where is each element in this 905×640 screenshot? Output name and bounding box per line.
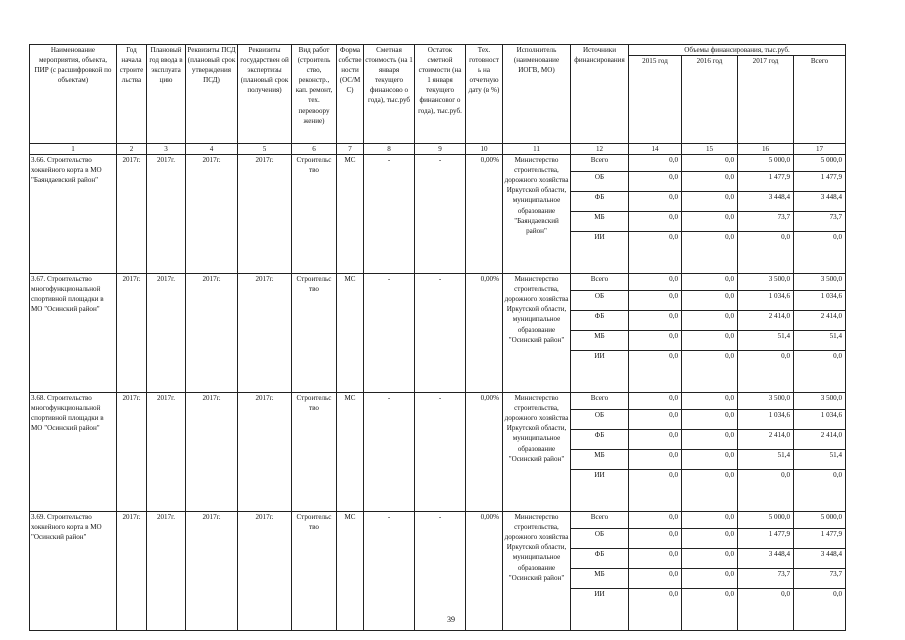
- start-year: 2017г.: [117, 393, 147, 512]
- readiness: 0,00%: [466, 393, 503, 512]
- ownership: МС: [337, 393, 364, 512]
- start-year: 2017г.: [117, 155, 147, 274]
- value-2015: 0,0: [629, 410, 682, 430]
- column-number: 11: [503, 144, 571, 155]
- value-2016: 0,0: [682, 589, 738, 631]
- header-executor: Исполнитель (наименование ИОГВ, МО): [503, 45, 571, 144]
- value-2015: 0,0: [629, 291, 682, 311]
- work-type: Строительс тво: [292, 274, 337, 393]
- source-name: ИИ: [571, 470, 629, 512]
- value-2016: 0,0: [682, 512, 738, 529]
- header-psd: Реквизиты ПСД (плановый срок утверждения ПСД): [186, 45, 238, 144]
- object-name: 3.67. Строительство многофункциональной спортивной площадки в МО "Осинский район": [30, 274, 117, 393]
- readiness: 0,00%: [466, 274, 503, 393]
- remaining-cost: -: [415, 155, 466, 274]
- work-type: Строительс тво: [292, 393, 337, 512]
- source-name: ОБ: [571, 410, 629, 430]
- start-year: 2017г.: [117, 274, 147, 393]
- value-2015: 0,0: [629, 450, 682, 470]
- value-total: 3 448,4: [794, 549, 846, 569]
- executor: Министерство строительства, дорожного хозяйства Иркутской области, муниципальное образование "Осинский район": [503, 512, 571, 631]
- value-2017: 0,0: [738, 589, 794, 631]
- planned-year: 2017г.: [147, 512, 186, 631]
- planned-year: 2017г.: [147, 393, 186, 512]
- remaining-cost: -: [415, 274, 466, 393]
- header-name: Наименование мероприятия, объекта, ПИР (с расшифровкой по объектам): [30, 45, 117, 144]
- value-2016: 0,0: [682, 232, 738, 274]
- expertise-date: 2017г.: [238, 393, 292, 512]
- header-remaining: Остаток сметной стоимости (на 1 января текущего финансовог о года), тыс.руб.: [415, 45, 466, 144]
- value-total: 73,7: [794, 212, 846, 232]
- value-2017: 0,0: [738, 232, 794, 274]
- ownership: МС: [337, 274, 364, 393]
- value-2016: 0,0: [682, 529, 738, 549]
- value-2015: 0,0: [629, 529, 682, 549]
- source-name: Всего: [571, 512, 629, 529]
- value-2016: 0,0: [682, 192, 738, 212]
- source-name: Всего: [571, 155, 629, 172]
- value-2017: 1 477,9: [738, 172, 794, 192]
- header-readiness: Тех. готовност ь на отчетную дату (в %): [466, 45, 503, 144]
- column-number: 15: [682, 144, 738, 155]
- table-row: [30, 155, 846, 172]
- header-2015: 2015 год: [629, 56, 682, 144]
- value-2016: 0,0: [682, 410, 738, 430]
- table-row: [30, 512, 846, 529]
- value-total: 0,0: [794, 232, 846, 274]
- object-name: 3.66. Строительство хоккейного корта в МО "Баяндаевский район": [30, 155, 117, 274]
- value-2017: 3 448,4: [738, 549, 794, 569]
- value-total: 51,4: [794, 450, 846, 470]
- readiness: 0,00%: [466, 512, 503, 631]
- object-name: 3.69. Строительство хоккейного корта в МО "Осинский район": [30, 512, 117, 631]
- value-2017: 1 477,9: [738, 529, 794, 549]
- column-numbers-row: [30, 144, 846, 155]
- value-2016: 0,0: [682, 450, 738, 470]
- work-type: Строительс тво: [292, 512, 337, 631]
- value-total: 3 500,0: [794, 274, 846, 291]
- header-2016: 2016 год: [682, 56, 738, 144]
- header-work-type: Вид работ (строитель ство, реконстр., кап. ремонт, тех. перевоору жение): [292, 45, 337, 144]
- estimated-cost: -: [364, 512, 415, 631]
- value-2015: 0,0: [629, 569, 682, 589]
- psd-date: 2017г.: [186, 512, 238, 631]
- value-2016: 0,0: [682, 172, 738, 192]
- column-number: 6: [292, 144, 337, 155]
- value-total: 5 000,0: [794, 512, 846, 529]
- value-2015: 0,0: [629, 311, 682, 331]
- value-2017: 73,7: [738, 569, 794, 589]
- header-2017: 2017 год: [738, 56, 794, 144]
- value-total: 3 500,0: [794, 393, 846, 410]
- value-2017: 5 000,0: [738, 512, 794, 529]
- expertise-date: 2017г.: [238, 512, 292, 631]
- source-name: ОБ: [571, 529, 629, 549]
- value-2016: 0,0: [682, 430, 738, 450]
- table-body: [30, 155, 846, 631]
- value-2015: 0,0: [629, 549, 682, 569]
- expertise-date: 2017г.: [238, 274, 292, 393]
- value-total: 1 477,9: [794, 172, 846, 192]
- column-number: 4: [186, 144, 238, 155]
- value-2016: 0,0: [682, 291, 738, 311]
- value-2016: 0,0: [682, 470, 738, 512]
- value-2017: 51,4: [738, 450, 794, 470]
- value-2015: 0,0: [629, 470, 682, 512]
- value-2015: 0,0: [629, 232, 682, 274]
- value-total: 1 034,6: [794, 410, 846, 430]
- column-number: 10: [466, 144, 503, 155]
- value-2017: 1 034,6: [738, 291, 794, 311]
- value-2015: 0,0: [629, 331, 682, 351]
- source-name: ОБ: [571, 291, 629, 311]
- value-2015: 0,0: [629, 155, 682, 172]
- value-2017: 0,0: [738, 351, 794, 393]
- column-number: 9: [415, 144, 466, 155]
- source-name: ИИ: [571, 351, 629, 393]
- value-total: 73,7: [794, 569, 846, 589]
- header-financing: Объемы финансирования, тыс.руб.: [629, 45, 846, 56]
- value-2017: 1 034,6: [738, 410, 794, 430]
- value-2017: 3 500,0: [738, 274, 794, 291]
- value-2015: 0,0: [629, 351, 682, 393]
- value-2015: 0,0: [629, 274, 682, 291]
- expertise-date: 2017г.: [238, 155, 292, 274]
- value-total: 5 000,0: [794, 155, 846, 172]
- header-ownership: Форма собстве ности (ОС/М С): [337, 45, 364, 144]
- value-2016: 0,0: [682, 155, 738, 172]
- executor: Министерство строительства, дорожного хозяйства Иркутской области, муниципальное образование "Баяндаевский район": [503, 155, 571, 274]
- planned-year: 2017г.: [147, 155, 186, 274]
- column-number: 7: [337, 144, 364, 155]
- executor: Министерство строительства, дорожного хозяйства Иркутской области, муниципальное образование "Осинский район": [503, 274, 571, 393]
- header-sources: Источники финансирования: [571, 45, 629, 144]
- psd-date: 2017г.: [186, 393, 238, 512]
- ownership: МС: [337, 155, 364, 274]
- header-planned-year: Плановый год ввода в эксплуата цию: [147, 45, 186, 144]
- value-2015: 0,0: [629, 589, 682, 631]
- source-name: МБ: [571, 450, 629, 470]
- value-2016: 0,0: [682, 351, 738, 393]
- estimated-cost: -: [364, 274, 415, 393]
- value-total: 2 414,0: [794, 430, 846, 450]
- remaining-cost: -: [415, 512, 466, 631]
- remaining-cost: -: [415, 393, 466, 512]
- source-name: ФБ: [571, 192, 629, 212]
- value-2015: 0,0: [629, 192, 682, 212]
- readiness: 0,00%: [466, 155, 503, 274]
- header-start-year: Год начала строите льства: [117, 45, 147, 144]
- column-number: 16: [738, 144, 794, 155]
- table-row: [30, 274, 846, 291]
- value-2017: 0,0: [738, 470, 794, 512]
- psd-date: 2017г.: [186, 274, 238, 393]
- column-number: 17: [794, 144, 846, 155]
- column-number: 3: [147, 144, 186, 155]
- value-2017: 73,7: [738, 212, 794, 232]
- value-2016: 0,0: [682, 311, 738, 331]
- estimated-cost: -: [364, 155, 415, 274]
- value-2015: 0,0: [629, 512, 682, 529]
- value-2015: 0,0: [629, 212, 682, 232]
- column-number: 12: [571, 144, 629, 155]
- value-2016: 0,0: [682, 274, 738, 291]
- start-year: 2017г.: [117, 512, 147, 631]
- value-2017: 3 448,4: [738, 192, 794, 212]
- value-2016: 0,0: [682, 569, 738, 589]
- table-row: [30, 393, 846, 410]
- value-2016: 0,0: [682, 331, 738, 351]
- column-number: 2: [117, 144, 147, 155]
- value-2017: 2 414,0: [738, 430, 794, 450]
- source-name: ИИ: [571, 232, 629, 274]
- planned-year: 2017г.: [147, 274, 186, 393]
- work-type: Строительс тво: [292, 155, 337, 274]
- estimated-cost: -: [364, 393, 415, 512]
- value-2016: 0,0: [682, 212, 738, 232]
- source-name: ОБ: [571, 172, 629, 192]
- psd-date: 2017г.: [186, 155, 238, 274]
- value-2015: 0,0: [629, 430, 682, 450]
- column-number: 5: [238, 144, 292, 155]
- value-total: 0,0: [794, 589, 846, 631]
- source-name: МБ: [571, 212, 629, 232]
- source-name: МБ: [571, 331, 629, 351]
- value-total: 0,0: [794, 351, 846, 393]
- source-name: МБ: [571, 569, 629, 589]
- header-expertise: Реквизиты государствен ой экспертизы (плановый срок получения): [238, 45, 292, 144]
- column-number: 14: [629, 144, 682, 155]
- source-name: Всего: [571, 393, 629, 410]
- source-name: ФБ: [571, 311, 629, 331]
- value-2016: 0,0: [682, 393, 738, 410]
- value-total: 1 034,6: [794, 291, 846, 311]
- column-number: 8: [364, 144, 415, 155]
- executor: Министерство строительства, дорожного хозяйства Иркутской области, муниципальное образование "Осинский район": [503, 393, 571, 512]
- value-total: 0,0: [794, 470, 846, 512]
- page-number: 39: [447, 615, 455, 624]
- source-name: ИИ: [571, 589, 629, 631]
- value-2015: 0,0: [629, 172, 682, 192]
- source-name: ФБ: [571, 549, 629, 569]
- source-name: Всего: [571, 274, 629, 291]
- header-total: Всего: [794, 56, 846, 144]
- source-name: ФБ: [571, 430, 629, 450]
- table-header-row: [30, 45, 846, 56]
- value-2016: 0,0: [682, 549, 738, 569]
- column-number: 1: [30, 144, 117, 155]
- value-total: 2 414,0: [794, 311, 846, 331]
- ownership: МС: [337, 512, 364, 631]
- value-total: 51,4: [794, 331, 846, 351]
- value-total: 3 448,4: [794, 192, 846, 212]
- value-2017: 51,4: [738, 331, 794, 351]
- value-total: 1 477,9: [794, 529, 846, 549]
- value-2015: 0,0: [629, 393, 682, 410]
- value-2017: 5 000,0: [738, 155, 794, 172]
- financing-table: [29, 44, 846, 631]
- object-name: 3.68. Строительство многофункциональной спортивной площадки в МО "Осинский район": [30, 393, 117, 512]
- value-2017: 2 414,0: [738, 311, 794, 331]
- value-2017: 3 500,0: [738, 393, 794, 410]
- header-cost: Сметная стоимость (на 1 января текущего финансово о года), тыс.руб: [364, 45, 415, 144]
